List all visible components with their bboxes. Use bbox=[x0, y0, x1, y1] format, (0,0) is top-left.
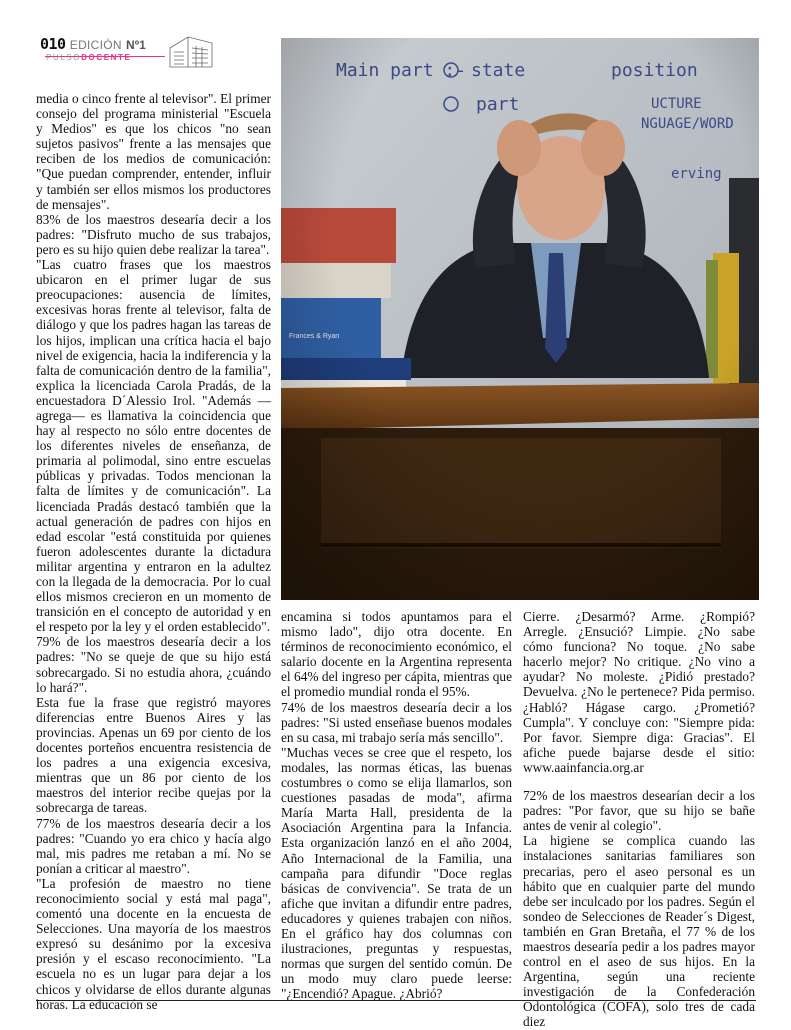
brand-part1: PULSO bbox=[46, 53, 82, 62]
paragraph: 79% de los maestros desearía decir a los padres: "No se queje de que su hijo está sobrecargado. Si no estudia ahora, ¿cuándo lo hará?". bbox=[36, 634, 271, 695]
brand-name bbox=[46, 53, 280, 62]
paragraph: encamina si todos apuntamos para el mismo lado", dijo otra docente. En términos de reconocimiento económico, el salario docente en la Argentina representa el 64% del ingreso per cápita, mientras que el promedio mundial ronda el 95%. bbox=[281, 609, 512, 700]
article-column-2 bbox=[281, 609, 512, 1001]
paragraph: 72% de los maestros desearían decir a los padres: "Por favor, que su hijo se bañe antes de venir al colegio". bbox=[523, 788, 755, 834]
paragraph: Cierre. ¿Desarmó? Arme. ¿Rompió? Arregle. ¿Ensució? Limpie. ¿No sabe cómo funciona? No toque. ¿No sabe hacerlo mejor? No critique. ¿No vino a ayudar? No moleste. ¿Pidió prestado? Devuelva. ¿No le pertenece? Pida permiso. ¿Habló? Hágase cargo. ¿Prometió? Cumpla". Y concluye con: "Siempre pida: Por favor. Siempre diga: Gracias". El afiche puede bajarse desde el sitio: www.aainfancia.org.ar bbox=[523, 609, 755, 775]
paragraph: 74% de los maestros desearía decir a los padres: "Si usted enseñase buenos modales en su casa, mi trabajo sería más sencillo". bbox=[281, 699, 512, 745]
paragraph: "Las cuatro frases que los maestros ubicaron en el primer lugar de sus preocupaciones: ausencia de límites, excesivas horas frente al televisor, falta de diálogo y que los padres hagan las tareas de los hijos, implican una crítica hacia el bajo nivel de exigencia, hacia la indiferencia y la falta de comunicación dentro de la familia", explica la licenciada Carola Pradás, de la encuestadora D´Alessio Irol. "Además —agrega— es llamativa la coincidencia que hay al respecto no sólo entre docentes de los diferentes niveles de enseñanza, de primaria al polimodal, sino entre escuelas públicas y privadas. Todos mencionan la falta de límites y de comunicación". La licenciada Pradás destacó también que la actual generación de padres con hijos en edad escolar "está constituida por quienes fueron adolescentes durante la dictadura militar argentina y entraron en la adultez con la llegada de la democracia. Por lo cual ellos mismos crecieron en un momento de transición en el concepto de autoridad y en el respeto por la ley y el orden establecido". bbox=[36, 257, 271, 635]
paragraph: La higiene se complica cuando las instalaciones sanitarias familiares son precarias, pero el aseo personal es un hábito que en cualquier parte del mundo debe ser inculcado por los padres. Según el sondeo de Selecciones de Reader´s Digest, también en Gran Bretaña, el 77 % de los maestros desearía pedir a los padres mayor control en el aseo de sus hijos. En la Argentina, según una reciente investigación de la Confederación Odontológica (COFA), solo tres de cada diez bbox=[523, 833, 755, 1030]
edition-label: EDICIÓN bbox=[69, 38, 122, 52]
brand-part2: DOCENTE bbox=[81, 53, 132, 62]
header-line bbox=[40, 36, 280, 53]
paragraph: "La profesión de maestro no tiene reconocimiento social y está mal paga", comentó una docente en la encuesta de Selecciones. Una mayoría de los maestros expresó su desánimo por la excesiva presión y el escaso reconocimiento. "La escuela no es un lugar para dejar a los chicos y olvidarse de ellos durante algunas horas. La educación se bbox=[36, 875, 271, 1012]
page-header bbox=[40, 36, 280, 70]
paragraph: Esta fue la frase que registró mayores diferencias entre Buenos Aires y las provincias. Apenas un 69 por ciento de los docentes porteños encuentra resistencia de los padres a una exigencia excesiva, mientras que un 86 por ciento de los maestros del interior recibe quejas por la sobrecarga de tareas. bbox=[36, 694, 271, 816]
stressed-teacher-photo bbox=[281, 38, 759, 600]
paragraph-gap bbox=[523, 775, 755, 788]
paragraph: 77% de los maestros desearía decir a los padres: "Cuando yo era chico y hacía algo mal, mis padres me retaban a mí. No se ponían a criticar al maestro". bbox=[36, 815, 271, 876]
edition-number: Nº1 bbox=[126, 38, 146, 52]
paragraph: 83% de los maestros desearía decir a los padres: "Disfruto mucho de sus trabajos, pero es su hijo quien debe realizar la tarea". bbox=[36, 211, 271, 257]
bottom-divider bbox=[36, 1000, 756, 1001]
school-building-icon bbox=[168, 34, 214, 70]
header-accent-line bbox=[45, 56, 165, 57]
paragraph: "Muchas veces se cree que el respeto, los modales, las normas éticas, las buenas costumbres o como se elija llamarlos, son cuestiones pasadas de moda", afirma María Marta Hall, presidenta de la Asociación Argentina para la Infancia. Esta organización lanzó en el año 2004, Año Internacional de la Familia, una campaña para difundir "Doce reglas básicas de convivencia". Se trata de un afiche que invitan a difundir entre padres, educadores y quienes trabajen con niños. En el gráfico hay dos columnas con ilustraciones, preguntas y respuestas, normas que surgen del sentido común. De un modo muy claro puede leerse: "¿Encendió? Apague. ¿Abrió? bbox=[281, 744, 512, 1002]
article-column-3 bbox=[523, 609, 755, 1030]
page-number: 010 bbox=[40, 35, 66, 53]
paragraph: media o cinco frente al televisor". El primer consejo del programa ministerial "Escuela y Medios" es que los chicos "no sean sujetos pasivos" frente a las mensajes que reciben de los medios de comunicación: "Que puedan comprender, entender, influir y también ser ellos mismos los productores de mensajes". bbox=[36, 91, 271, 212]
article-column-1 bbox=[36, 91, 271, 1012]
